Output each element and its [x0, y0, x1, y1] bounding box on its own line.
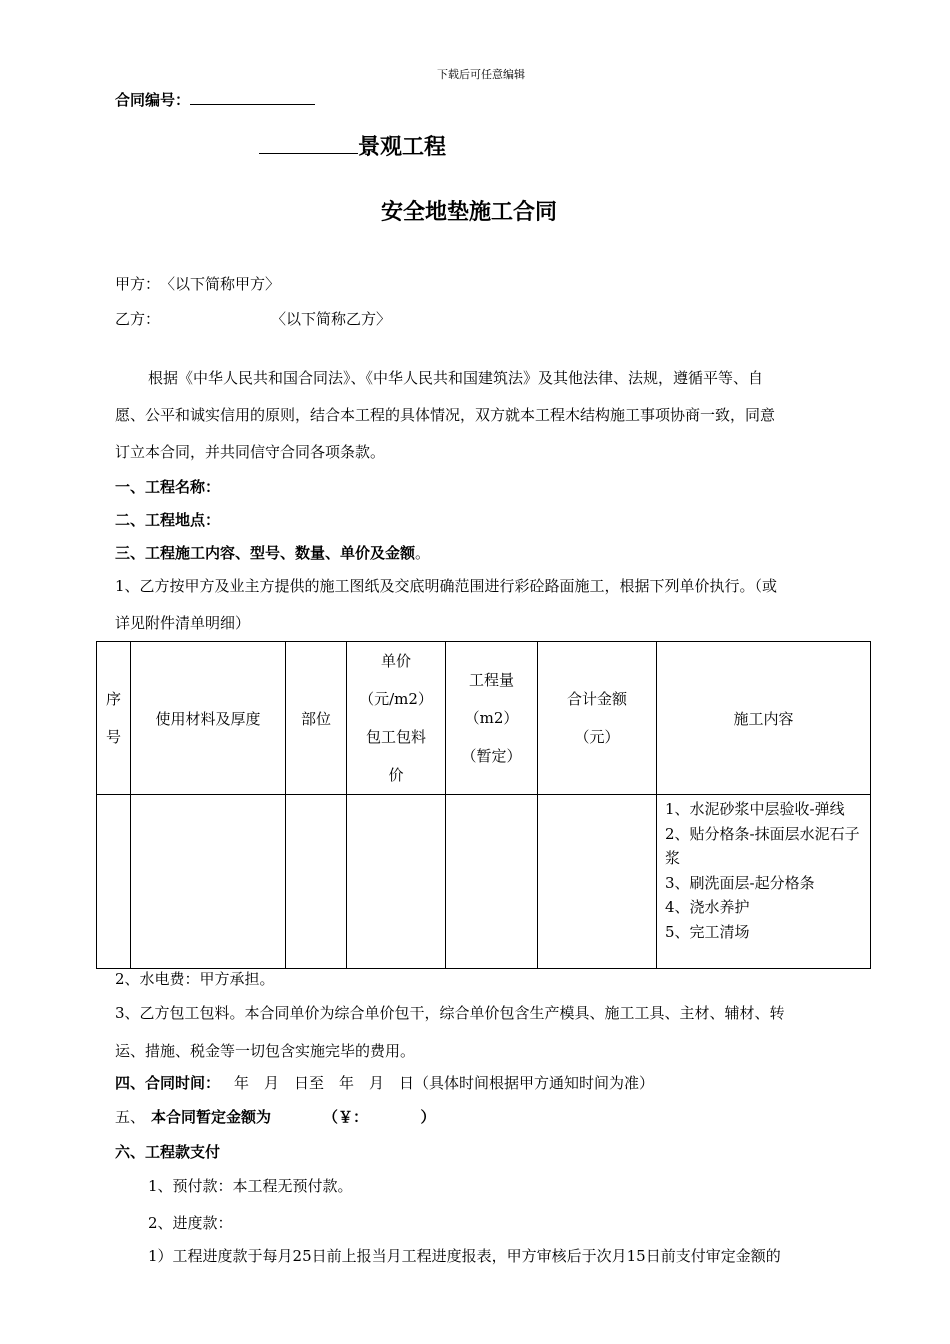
payment-advance: 1、预付款：本工程无预付款。: [148, 1177, 353, 1195]
intro-line-1: 根据《中华人民共和国合同法》、《中华人民共和国建筑法》及其他法律、法规，遵循平等、自: [148, 369, 764, 387]
header-total-line-1: 合计金额: [566, 690, 627, 708]
project-name-blank: [259, 153, 358, 154]
item-1-line-1: 1、乙方按甲方及业主方提供的施工图纸及交底明确范围进行彩砼路面施工，根据下列单价执行。（或: [115, 577, 778, 595]
item-1-line-2: 详见附件清单明细）: [115, 614, 251, 632]
header-material: 使用材料及厚度: [131, 642, 286, 795]
header-total-line-2: （元）: [574, 728, 620, 746]
title-line-1: [259, 130, 446, 161]
cell-seq: [97, 795, 131, 969]
header-seq-line-1: 序: [105, 690, 121, 708]
price-table: [96, 641, 871, 969]
header-seq-line-2: 号: [105, 728, 121, 746]
content-item-4: 4、浇水养护: [665, 898, 750, 916]
header-quantity: [446, 642, 538, 795]
section-3: [115, 542, 430, 563]
cell-quantity: [446, 795, 538, 969]
header-qty-line-2: （m2）: [464, 709, 519, 727]
section-1-project-name: 一、工程名称：: [115, 478, 221, 496]
cell-part: [286, 795, 347, 969]
contract-number-line: [115, 89, 315, 110]
header-part: 部位: [286, 642, 347, 795]
section-3-heading: 三、工程施工内容、型号、数量、单价及金额: [115, 544, 416, 562]
party-b-label: 乙方：: [115, 310, 161, 328]
header-seq: [97, 642, 131, 795]
section-4-contract-time: [115, 1072, 654, 1093]
content-item-2: 2、贴分格条-抹面层水泥石子浆: [665, 824, 860, 867]
title-project: 景观工程: [358, 135, 447, 160]
header-qty-line-1: 工程量: [468, 671, 514, 689]
section-5-amount: [115, 1106, 436, 1127]
header-note: 下载后可任意编辑: [437, 68, 525, 81]
table-header-row: [97, 642, 871, 795]
party-a: 甲方： 〈以下简称甲方〉: [115, 275, 281, 293]
section-4-dates: 年 月 日至 年 月 日（具体时间根据甲方通知时间为准）: [234, 1074, 655, 1092]
table-row: [97, 795, 871, 969]
item-3-line-1: 3、乙方包工包料。本合同单价为综合单价包干，综合单价包含生产模具、施工工具、主材、辅材、转: [115, 1004, 785, 1022]
content-item-1: 1、水泥砂浆中层验收-弹线: [665, 800, 845, 818]
contract-number-label: 合同编号：: [115, 91, 191, 109]
content-item-5: 5、完工清场: [665, 922, 750, 941]
intro-line-2: 愿、公平和诚实信用的原则，结合本工程的具体情况，双方就本工程木结构施工事项协商一致，同意: [115, 406, 776, 424]
header-qty-line-3: （暂定）: [461, 747, 522, 765]
header-content: 施工内容: [657, 642, 871, 795]
header-total: [538, 642, 657, 795]
section-2-project-location: 二、工程地点：: [115, 511, 221, 529]
party-b-note: 〈以下简称乙方〉: [271, 310, 392, 328]
header-price-line-1: 单价: [380, 652, 411, 670]
content-item-3: 3、刷洗面层-起分格条: [665, 873, 815, 892]
title-line-2: 安全地垫施工合同: [381, 200, 558, 225]
contract-number-blank: [190, 104, 315, 105]
section-3-tail: 。: [415, 544, 431, 562]
payment-progress-detail: 1）工程进度款于每月25日前上报当月工程进度报表，甲方审核后于次月15日前支付审定金额的: [148, 1247, 781, 1265]
intro-line-3: 订立本合同，并共同信守合同各项条款。: [115, 443, 386, 461]
section-5-amount-value: （￥： ）: [323, 1108, 436, 1126]
section-6-payment: 六、工程款支付: [115, 1143, 221, 1161]
item-3-line-2: 运、措施、税金等一切包含实施完毕的费用。: [115, 1042, 416, 1060]
section-4-heading: 四、合同时间：: [115, 1074, 221, 1092]
section-5-heading: 本合同暂定金额为: [151, 1108, 272, 1126]
header-unit-price: [347, 642, 446, 795]
payment-progress: 2、进度款：: [148, 1214, 233, 1232]
header-price-line-4: 价: [388, 766, 404, 784]
section-5-number: 五、: [115, 1108, 146, 1126]
cell-total: [538, 795, 657, 969]
header-price-line-2: （元/m2）: [359, 690, 433, 708]
cell-material: [131, 795, 286, 969]
item-2-utilities: 2、水电费：甲方承担。: [115, 970, 275, 988]
cell-unit-price: [347, 795, 446, 969]
header-price-line-3: 包工包料: [365, 728, 426, 746]
cell-content: [657, 795, 871, 969]
